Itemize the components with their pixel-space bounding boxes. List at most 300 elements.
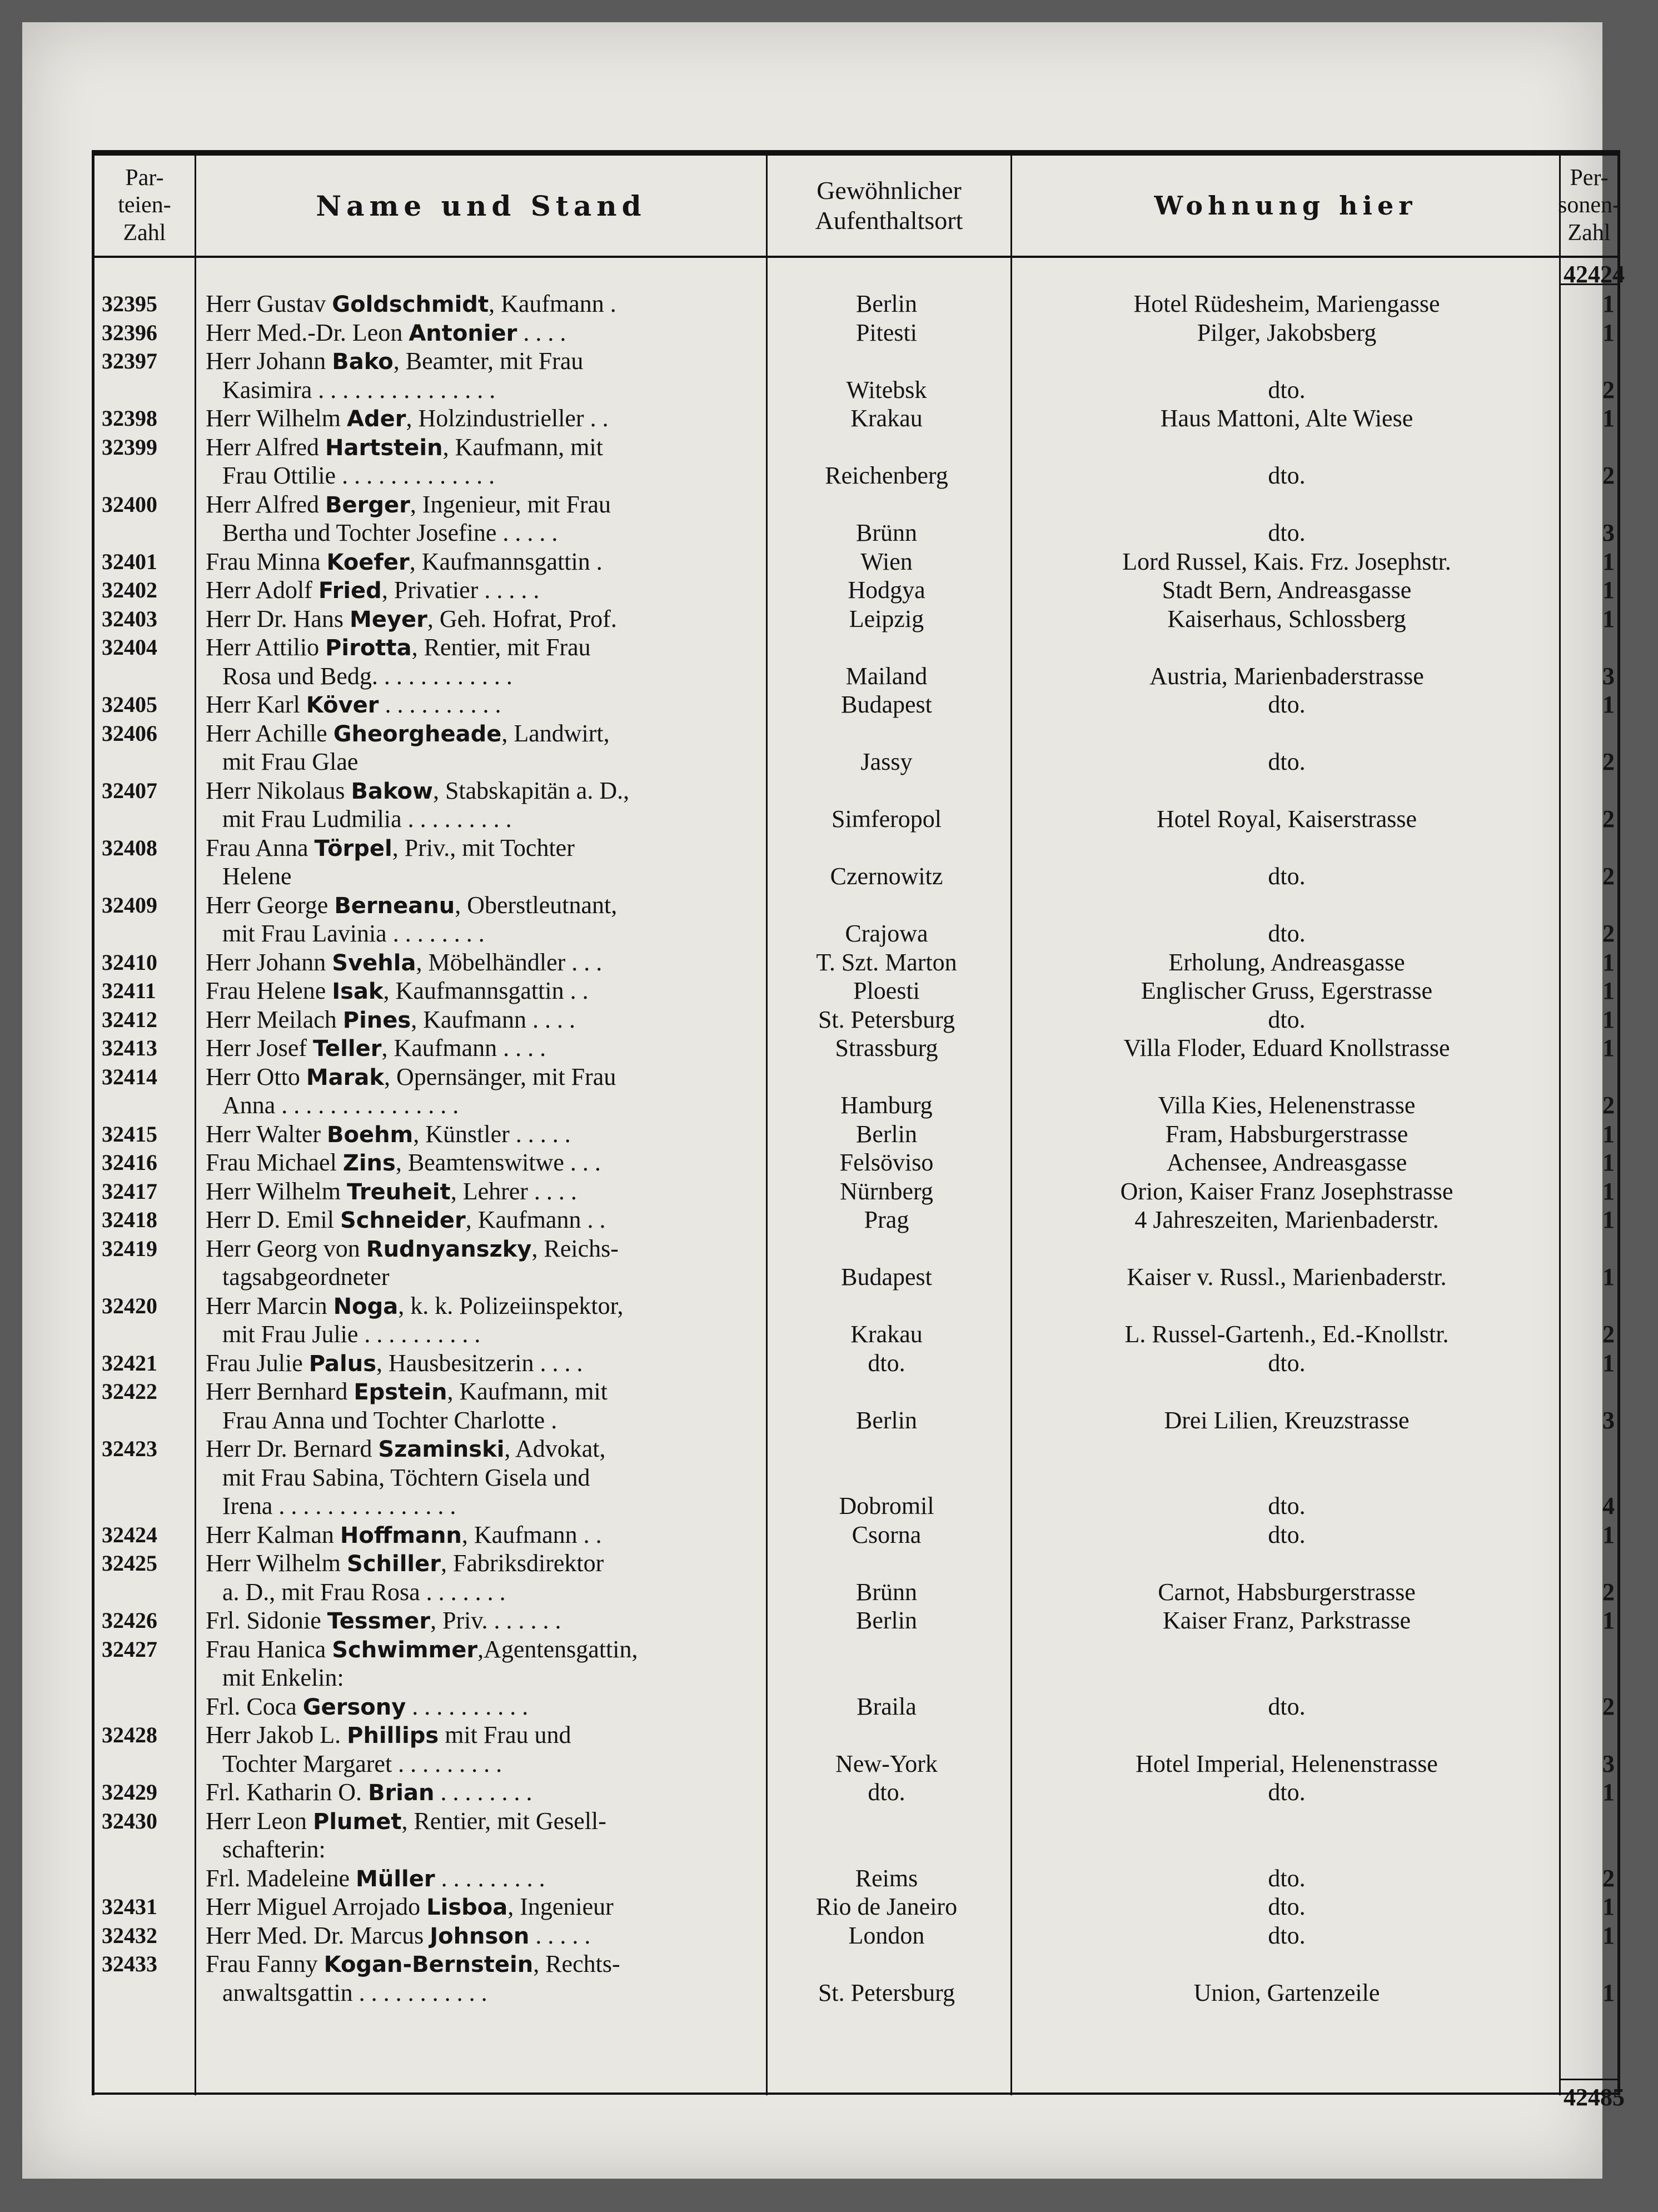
party-number: 32420 bbox=[102, 1293, 157, 1318]
surname: Berneanu bbox=[334, 893, 455, 919]
party-number: 32409 bbox=[102, 892, 157, 918]
local-address: dto. bbox=[1268, 1692, 1306, 1720]
table-row bbox=[92, 575, 1620, 605]
local-address: Fram, Habsburgerstrasse bbox=[1165, 1120, 1408, 1148]
party-number: 32416 bbox=[102, 1150, 157, 1175]
party-number: 32403 bbox=[102, 606, 157, 631]
surname: Müller bbox=[356, 1866, 435, 1892]
name-and-status: a. D., mit Frau Rosa . . . . . . . bbox=[222, 1578, 506, 1606]
surname: Pines bbox=[342, 1007, 411, 1033]
surname: Phillips bbox=[347, 1723, 439, 1748]
local-address: Kaiser Franz, Parkstrasse bbox=[1163, 1607, 1411, 1634]
party-number: 32419 bbox=[102, 1235, 157, 1261]
table-row bbox=[92, 490, 1620, 520]
name-and-status: Bertha und Tochter Josefine . . . . . bbox=[222, 519, 558, 546]
usual-residence: Simferopol bbox=[832, 805, 942, 833]
usual-residence: Reichenberg bbox=[825, 462, 948, 489]
table-row bbox=[92, 776, 1620, 806]
usual-residence: Brünn bbox=[856, 519, 917, 546]
person-count: 1 bbox=[1602, 1778, 1615, 1806]
table-row bbox=[92, 1406, 1620, 1436]
table-row bbox=[92, 976, 1620, 1006]
name-and-status: Frl. Madeleine Müller . . . . . . . . . bbox=[206, 1864, 545, 1892]
name-and-status: Irena . . . . . . . . . . . . . . . bbox=[222, 1492, 456, 1519]
party-number: 32402 bbox=[102, 577, 157, 602]
table-row bbox=[92, 1835, 1620, 1865]
person-count: 2 bbox=[1602, 805, 1615, 833]
party-number: 32427 bbox=[102, 1636, 157, 1662]
table-row bbox=[92, 919, 1620, 949]
local-address: Villa Floder, Eduard Knollstrasse bbox=[1123, 1034, 1450, 1062]
usual-residence: Felsöviso bbox=[839, 1149, 934, 1176]
party-number: 32431 bbox=[102, 1894, 157, 1919]
name-and-status: Herr Josef Teller, Kaufmann . . . . bbox=[206, 1034, 546, 1062]
name-and-status: mit Frau Glae bbox=[222, 748, 359, 775]
person-count: 2 bbox=[1602, 1692, 1615, 1720]
person-count: 1 bbox=[1602, 1206, 1615, 1233]
surname: Zins bbox=[342, 1150, 396, 1176]
party-number: 32400 bbox=[102, 491, 157, 517]
local-address: Orion, Kaiser Franz Josephstrasse bbox=[1120, 1177, 1453, 1205]
surname: Koefer bbox=[326, 549, 410, 575]
surname: Brian bbox=[368, 1780, 435, 1806]
name-and-status: Herr Johann Bako, Beamter, mit Frau bbox=[206, 347, 584, 375]
surname: Svehla bbox=[332, 950, 416, 976]
name-and-status: Frau Julie Palus, Hausbesitzerin . . . . bbox=[206, 1349, 583, 1377]
local-address: Hotel Imperial, Helenenstrasse bbox=[1136, 1750, 1438, 1777]
usual-residence: Witebsk bbox=[846, 376, 927, 403]
party-number: 32426 bbox=[102, 1608, 157, 1633]
table-row bbox=[92, 861, 1620, 891]
table-row bbox=[92, 1720, 1620, 1750]
table-row bbox=[92, 1119, 1620, 1149]
person-count: 2 bbox=[1602, 1092, 1615, 1119]
party-number: 32407 bbox=[102, 778, 157, 803]
header-person-count: Per- sonen- Zahl bbox=[1558, 165, 1620, 246]
surname: Bakow bbox=[351, 778, 433, 804]
header-party-number: Par- teien- Zahl bbox=[118, 165, 171, 246]
usual-residence: Budapest bbox=[841, 1263, 932, 1291]
name-and-status: Herr Meilach Pines, Kaufmann . . . . bbox=[206, 1005, 575, 1033]
name-and-status: Herr Med. Dr. Marcus Johnson . . . . . bbox=[206, 1921, 591, 1949]
person-count: 2 bbox=[1602, 462, 1615, 489]
usual-residence: Krakau bbox=[850, 1321, 923, 1348]
person-count: 3 bbox=[1602, 1750, 1615, 1777]
surname: Rudnyanszky bbox=[366, 1236, 532, 1262]
name-and-status: Herr George Berneanu, Oberstleutnant, bbox=[206, 891, 618, 919]
local-address: Carnot, Habsburgerstrasse bbox=[1158, 1578, 1416, 1606]
header-local-address: Wohnung hier bbox=[1154, 190, 1417, 221]
party-number: 32412 bbox=[102, 1007, 157, 1032]
local-address: dto. bbox=[1268, 519, 1306, 546]
person-count: 1 bbox=[1602, 1607, 1615, 1634]
surname: Epstein bbox=[353, 1379, 447, 1405]
person-count: 1 bbox=[1602, 1149, 1615, 1176]
name-and-status: Herr Jakob L. Phillips mit Frau und bbox=[206, 1721, 571, 1748]
table-row bbox=[92, 1606, 1620, 1636]
local-address: 4 Jahreszeiten, Marienbaderstr. bbox=[1134, 1206, 1439, 1233]
person-count: 3 bbox=[1602, 1406, 1615, 1434]
local-address: dto. bbox=[1268, 920, 1306, 947]
table-row bbox=[92, 1148, 1620, 1178]
table-row bbox=[92, 1978, 1620, 2008]
usual-residence: New-York bbox=[835, 1750, 938, 1777]
person-count: 1 bbox=[1602, 1177, 1615, 1205]
name-and-status: Frau Ottilie . . . . . . . . . . . . . bbox=[222, 462, 495, 489]
name-and-status: Herr Achille Gheorgheade, Landwirt, bbox=[206, 719, 610, 747]
person-count: 1 bbox=[1602, 1893, 1615, 1920]
table-row bbox=[92, 1921, 1620, 1951]
local-address: dto. bbox=[1268, 1778, 1306, 1806]
party-number: 32408 bbox=[102, 835, 157, 860]
register-table bbox=[92, 122, 1625, 2112]
surname: Boehm bbox=[326, 1122, 414, 1148]
surname: Schiller bbox=[347, 1551, 441, 1577]
name-and-status: Frau Hanica Schwimmer,Agentensgattin, bbox=[206, 1635, 638, 1663]
usual-residence: St. Petersburg bbox=[818, 1005, 955, 1033]
name-and-status: Herr Marcin Noga, k. k. Polizeiinspektor, bbox=[206, 1292, 624, 1319]
table-row bbox=[92, 948, 1620, 978]
name-and-status: Herr Alfred Hartstein, Kaufmann, mit bbox=[206, 433, 603, 461]
table-row bbox=[92, 375, 1620, 405]
table-row bbox=[92, 1663, 1620, 1693]
table-row bbox=[92, 833, 1620, 863]
table-row bbox=[92, 1777, 1620, 1807]
table-row bbox=[92, 1090, 1620, 1120]
table-row bbox=[92, 1262, 1620, 1292]
local-address: Englischer Gruss, Egerstrasse bbox=[1141, 977, 1433, 1004]
name-and-status: Herr Wilhelm Treuheit, Lehrer . . . . bbox=[206, 1177, 577, 1205]
surname: Meyer bbox=[350, 606, 427, 632]
name-and-status: Herr Alfred Berger, Ingenieur, mit Frau bbox=[206, 490, 611, 518]
party-number: 32405 bbox=[102, 692, 157, 717]
carry-in-total: 42424 bbox=[1564, 261, 1625, 288]
person-count: 2 bbox=[1602, 863, 1615, 890]
name-and-status: Herr Med.-Dr. Leon Antonier . . . . bbox=[206, 318, 566, 346]
top-rule bbox=[92, 150, 1620, 156]
name-and-status: Herr Wilhelm Ader, Holzindustrieller . . bbox=[206, 405, 609, 432]
usual-residence: Czernowitz bbox=[830, 863, 943, 890]
party-number: 32430 bbox=[102, 1808, 157, 1834]
name-and-status: Frl. Coca Gersony . . . . . . . . . . bbox=[206, 1692, 529, 1720]
name-and-status: Herr Karl Köver . . . . . . . . . . bbox=[206, 691, 501, 718]
person-count: 2 bbox=[1602, 1864, 1615, 1892]
header-name-and-status: Name und Stand bbox=[316, 189, 646, 222]
name-and-status: anwaltsgattin . . . . . . . . . . . bbox=[222, 1979, 487, 2006]
usual-residence: St. Petersburg bbox=[818, 1979, 955, 2006]
usual-residence: Leipzig bbox=[849, 605, 924, 632]
name-and-status: Herr Walter Boehm, Künstler . . . . . bbox=[206, 1120, 571, 1148]
person-count: 1 bbox=[1602, 1521, 1615, 1548]
table-row bbox=[92, 432, 1620, 462]
usual-residence: Strassburg bbox=[835, 1034, 938, 1062]
surname: Berger bbox=[325, 492, 410, 518]
party-number: 32428 bbox=[102, 1722, 157, 1747]
table-row bbox=[92, 1033, 1620, 1063]
table-row bbox=[92, 632, 1620, 662]
person-count: 2 bbox=[1602, 376, 1615, 403]
party-number: 32433 bbox=[102, 1951, 157, 1976]
name-and-status: Frl. Sidonie Tessmer, Priv. . . . . . . bbox=[206, 1607, 561, 1634]
table-row bbox=[92, 289, 1620, 319]
name-and-status: mit Frau Julie . . . . . . . . . . bbox=[222, 1321, 481, 1348]
name-and-status: Herr Leon Plumet, Rentier, mit Gesell- bbox=[206, 1807, 606, 1835]
usual-residence: Braila bbox=[857, 1692, 917, 1720]
local-address: Austria, Marienbaderstrasse bbox=[1149, 662, 1424, 690]
table-row bbox=[92, 747, 1620, 777]
usual-residence: Ploesti bbox=[853, 977, 920, 1004]
table-row bbox=[92, 346, 1620, 376]
person-count: 3 bbox=[1602, 519, 1615, 546]
party-number: 32414 bbox=[102, 1064, 157, 1089]
name-and-status: Tochter Margaret . . . . . . . . . bbox=[222, 1750, 502, 1777]
person-count: 1 bbox=[1602, 1005, 1615, 1033]
usual-residence: Prag bbox=[864, 1206, 909, 1233]
usual-residence: London bbox=[848, 1921, 925, 1949]
table-row bbox=[92, 1205, 1620, 1235]
surname: Ader bbox=[347, 406, 406, 432]
person-count: 1 bbox=[1602, 318, 1615, 346]
name-and-status: Herr Dr. Hans Meyer, Geh. Hofrat, Prof. bbox=[206, 605, 617, 632]
table-row bbox=[92, 661, 1620, 691]
party-number: 32396 bbox=[102, 320, 157, 345]
person-count: 4 bbox=[1602, 1492, 1615, 1519]
name-and-status: Frau Fanny Kogan-Bernstein, Rechts- bbox=[206, 1950, 620, 1977]
party-number: 32429 bbox=[102, 1780, 157, 1805]
surname: Noga bbox=[333, 1293, 399, 1319]
surname: Goldschmidt bbox=[332, 292, 489, 317]
party-number: 32425 bbox=[102, 1551, 157, 1576]
person-count: 1 bbox=[1602, 948, 1615, 976]
party-number: 32399 bbox=[102, 434, 157, 460]
name-and-status: Frau Anna Törpel, Priv., mit Tochter bbox=[206, 834, 575, 861]
surname: Szaminski bbox=[378, 1437, 505, 1462]
surname: Marak bbox=[306, 1064, 384, 1090]
table-row bbox=[92, 1348, 1620, 1378]
party-number: 32424 bbox=[102, 1522, 157, 1547]
surname: Pirotta bbox=[325, 635, 412, 661]
name-and-status: Frau Minna Koefer, Kaufmannsgattin . bbox=[206, 547, 603, 575]
table-row bbox=[92, 1062, 1620, 1092]
usual-residence: dto. bbox=[868, 1349, 905, 1377]
surname: Isak bbox=[332, 979, 384, 1004]
name-and-status: Herr Dr. Bernard Szaminski, Advokat, bbox=[206, 1435, 606, 1462]
usual-residence: dto. bbox=[868, 1778, 905, 1806]
name-and-status: Herr Otto Marak, Opernsänger, mit Frau bbox=[206, 1063, 616, 1090]
usual-residence: T. Szt. Marton bbox=[816, 948, 957, 976]
local-address: Haus Mattoni, Alte Wiese bbox=[1160, 405, 1413, 432]
surname: Johnson bbox=[430, 1923, 530, 1949]
local-address: Hotel Rüdesheim, Mariengasse bbox=[1133, 290, 1440, 317]
table-row bbox=[92, 1177, 1620, 1207]
name-and-status: Herr Georg von Rudnyanszky, Reichs- bbox=[206, 1234, 619, 1262]
name-and-status: Herr Gustav Goldschmidt, Kaufmann . bbox=[206, 290, 616, 317]
party-number: 32395 bbox=[102, 291, 157, 316]
table-row bbox=[92, 690, 1620, 720]
local-address: dto. bbox=[1268, 1349, 1306, 1377]
person-count: 1 bbox=[1602, 576, 1615, 604]
party-number: 32415 bbox=[102, 1121, 157, 1147]
person-count: 1 bbox=[1602, 1921, 1615, 1949]
table-row bbox=[92, 547, 1620, 577]
table-row bbox=[92, 604, 1620, 634]
usual-residence: Rio de Janeiro bbox=[815, 1893, 958, 1920]
party-number: 32418 bbox=[102, 1207, 157, 1232]
party-number: 32397 bbox=[102, 348, 157, 373]
party-number: 32404 bbox=[102, 635, 157, 660]
table-row bbox=[92, 518, 1620, 548]
local-address: dto. bbox=[1268, 691, 1306, 718]
name-and-status: Rosa und Bedg. . . . . . . . . . . . bbox=[222, 662, 512, 690]
table-row bbox=[92, 1005, 1620, 1035]
table-row bbox=[92, 318, 1620, 348]
surname: Lisboa bbox=[426, 1895, 508, 1920]
name-and-status: mit Enkelin: bbox=[222, 1664, 344, 1691]
local-address: dto. bbox=[1268, 1864, 1306, 1892]
surname: Plumet bbox=[313, 1809, 402, 1835]
table-header bbox=[92, 156, 1620, 256]
table-row bbox=[92, 1692, 1620, 1722]
party-number: 32398 bbox=[102, 406, 157, 431]
name-and-status: Frl. Katharin O. Brian . . . . . . . . bbox=[206, 1778, 532, 1806]
local-address: Lord Russel, Kais. Frz. Josephstr. bbox=[1122, 547, 1451, 575]
local-address: Erholung, Andreasgasse bbox=[1168, 948, 1405, 976]
table-row bbox=[92, 461, 1620, 491]
person-count: 2 bbox=[1602, 920, 1615, 947]
name-and-status: mit Frau Lavinia . . . . . . . . bbox=[222, 920, 485, 947]
usual-residence: Reims bbox=[855, 1864, 918, 1892]
name-and-status: Herr Attilio Pirotta, Rentier, mit Frau bbox=[206, 634, 591, 661]
local-address: Kaiserhaus, Schlossberg bbox=[1167, 605, 1406, 632]
surname: Schneider bbox=[340, 1208, 466, 1233]
party-number: 32417 bbox=[102, 1178, 157, 1204]
local-address: Hotel Royal, Kaiserstrasse bbox=[1157, 805, 1417, 833]
name-and-status: schafterin: bbox=[222, 1836, 326, 1863]
person-count: 2 bbox=[1602, 748, 1615, 775]
table-row bbox=[92, 719, 1620, 749]
table-row bbox=[92, 1377, 1620, 1407]
usual-residence: Jassy bbox=[860, 748, 913, 775]
person-count: 3 bbox=[1602, 662, 1615, 690]
surname: Köver bbox=[306, 693, 379, 718]
local-address: dto. bbox=[1268, 1492, 1306, 1519]
header-rule bbox=[92, 256, 1620, 258]
local-address: dto. bbox=[1268, 1893, 1306, 1920]
carry-out-rule bbox=[1559, 2079, 1620, 2080]
usual-residence: Pitesti bbox=[855, 318, 918, 346]
table-row bbox=[92, 1234, 1620, 1264]
table-row bbox=[92, 1864, 1620, 1894]
surname: Hoffmann bbox=[340, 1522, 462, 1548]
local-address: dto. bbox=[1268, 863, 1306, 890]
party-number: 32413 bbox=[102, 1035, 157, 1060]
usual-residence: Budapest bbox=[841, 691, 932, 718]
usual-residence: Mailand bbox=[845, 662, 928, 690]
surname: Gheorgheade bbox=[333, 721, 502, 747]
local-address: dto. bbox=[1268, 1921, 1306, 1949]
table-row bbox=[92, 804, 1620, 834]
person-count: 1 bbox=[1602, 977, 1615, 1004]
surname: Palus bbox=[308, 1351, 376, 1377]
surname: Schwimmer bbox=[332, 1637, 478, 1663]
local-address: Union, Gartenzeile bbox=[1193, 1979, 1380, 2006]
local-address: dto. bbox=[1268, 748, 1306, 775]
local-address: dto. bbox=[1268, 1521, 1306, 1548]
person-count: 1 bbox=[1602, 290, 1615, 317]
usual-residence: Berlin bbox=[856, 1120, 917, 1148]
surname: Törpel bbox=[314, 835, 392, 861]
party-number: 32406 bbox=[102, 720, 157, 746]
local-address: Drei Lilien, Kreuzstrasse bbox=[1164, 1406, 1410, 1434]
usual-residence: Berlin bbox=[856, 1607, 917, 1634]
party-number: 32422 bbox=[102, 1379, 157, 1404]
party-number: 32432 bbox=[102, 1922, 157, 1948]
local-address: Kaiser v. Russl., Marienbaderstr. bbox=[1127, 1263, 1447, 1291]
local-address: Villa Kies, Helenenstrasse bbox=[1158, 1092, 1416, 1119]
party-number: 32411 bbox=[102, 978, 156, 1003]
party-number: 32421 bbox=[102, 1350, 157, 1376]
usual-residence: Dobromil bbox=[839, 1492, 934, 1519]
table-row bbox=[92, 403, 1620, 434]
usual-residence: Hodgya bbox=[848, 576, 925, 604]
local-address: dto. bbox=[1268, 376, 1306, 403]
usual-residence: Berlin bbox=[856, 290, 917, 317]
usual-residence: Nürnberg bbox=[840, 1177, 933, 1205]
table-row bbox=[92, 1892, 1620, 1922]
name-and-status: Frau Anna und Tochter Charlotte . bbox=[222, 1406, 557, 1434]
local-address: Stadt Bern, Andreasgasse bbox=[1162, 576, 1412, 604]
name-and-status: Anna . . . . . . . . . . . . . . . bbox=[222, 1092, 459, 1119]
table-row bbox=[92, 1806, 1620, 1836]
header-usual-residence: Gewöhnlicher Aufenthaltsort bbox=[815, 176, 963, 235]
table-row bbox=[92, 1463, 1620, 1493]
table-row bbox=[92, 1749, 1620, 1779]
party-number: 32410 bbox=[102, 949, 157, 975]
usual-residence: Csorna bbox=[852, 1521, 922, 1548]
local-address: L. Russel-Gartenh., Ed.-Knollstr. bbox=[1124, 1321, 1449, 1348]
table-row bbox=[92, 890, 1620, 920]
person-count: 1 bbox=[1602, 605, 1615, 632]
local-address: dto. bbox=[1268, 1005, 1306, 1033]
name-and-status: Herr Kalman Hoffmann, Kaufmann . . bbox=[206, 1521, 602, 1548]
surname: Gersony bbox=[302, 1694, 406, 1720]
person-count: 1 bbox=[1602, 691, 1615, 718]
usual-residence: Crajowa bbox=[845, 920, 928, 947]
person-count: 1 bbox=[1602, 1349, 1615, 1377]
name-and-status: Herr Miguel Arrojado Lisboa, Ingenieur bbox=[206, 1893, 614, 1920]
person-count: 1 bbox=[1602, 1979, 1615, 2006]
surname: Tessmer bbox=[327, 1608, 431, 1634]
name-and-status: Herr Bernhard Epstein, Kaufmann, mit bbox=[206, 1378, 608, 1405]
person-count: 1 bbox=[1602, 1120, 1615, 1148]
surname: Treuheit bbox=[347, 1179, 451, 1205]
surname: Fried bbox=[318, 578, 382, 604]
table-row bbox=[92, 1434, 1620, 1464]
surname: Kogan-Bernstein bbox=[323, 1952, 534, 1977]
name-and-status: Kasimira . . . . . . . . . . . . . . . bbox=[222, 376, 496, 403]
person-count: 2 bbox=[1602, 1321, 1615, 1348]
name-and-status: mit Frau Sabina, Töchtern Gisela und bbox=[222, 1463, 590, 1491]
table-row bbox=[92, 1548, 1620, 1578]
table-row bbox=[92, 1949, 1620, 1979]
name-and-status: Herr Nikolaus Bakow, Stabskapitän a. D., bbox=[206, 776, 630, 804]
usual-residence: Hamburg bbox=[840, 1092, 933, 1119]
surname: Bako bbox=[332, 349, 394, 375]
person-count: 1 bbox=[1602, 405, 1615, 432]
surname: Antonier bbox=[409, 320, 517, 346]
table-row bbox=[92, 1491, 1620, 1521]
local-address: Pilger, Jakobsberg bbox=[1197, 318, 1377, 346]
